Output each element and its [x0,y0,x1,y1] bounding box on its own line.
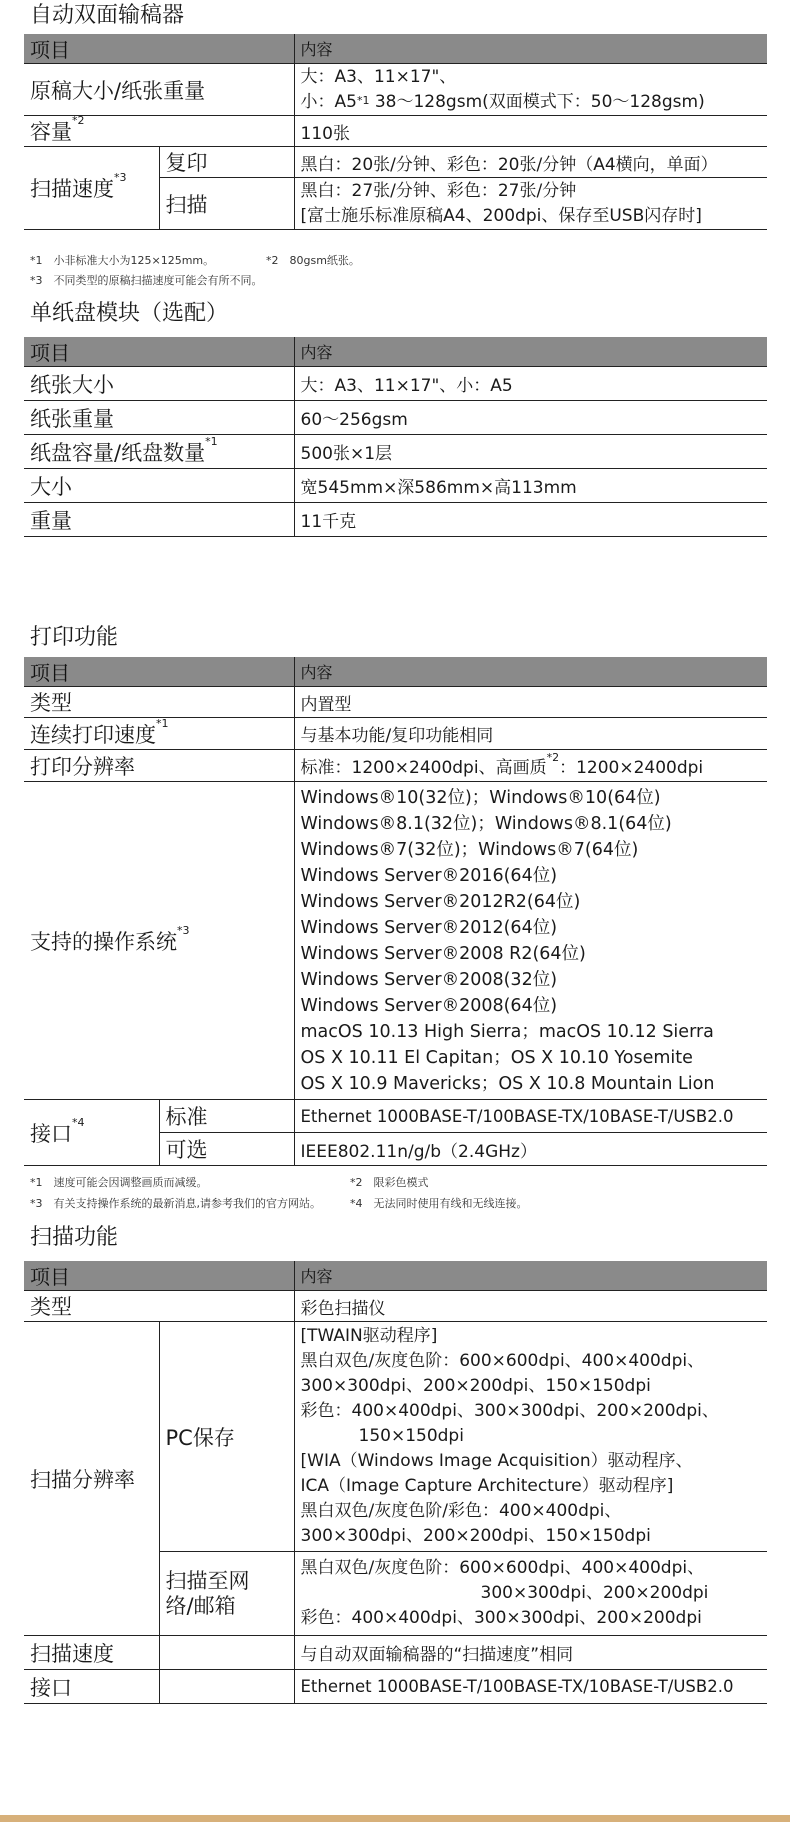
value-line: 黑白：27张/分钟、彩色：27张/分钟 [300,180,577,201]
list-item: Windows Server®2016(64位) [300,865,558,886]
row-value: 大：A3、11×17"、小：A5 [294,367,767,401]
header-content: 内容 [294,1261,767,1291]
bottom-bar [0,1815,790,1822]
adf-footnotes [30,252,760,292]
table-row [24,750,767,782]
footnote: *3 不同类型的原稿扫描速度可能会有所不同。 [30,274,263,287]
row-value: 与基本功能/复印功能相同 [294,718,767,750]
tray-table-header [24,337,767,367]
row-value: 内置型 [294,687,767,718]
table-row [24,503,767,537]
list-item: Windows®8.1(32位)；Windows®8.1(64位) [300,813,672,834]
value-line: 大：A3、11×17"、 [300,66,457,87]
list-item: Windows Server®2012R2(64位) [300,891,581,912]
row-value: IEEE802.11n/g/b（2.4GHz） [294,1133,767,1166]
footnote: *2 80gsm纸张。 [266,254,360,267]
sub-label: 扫描至网 络/邮箱 [159,1552,294,1636]
footnote: *2 限彩色模式 [350,1176,429,1189]
header-content: 内容 [294,337,767,367]
header-item: 项目 [24,337,294,367]
header-item: 项目 [24,1261,294,1291]
section-title-print: 打印功能 [30,625,119,650]
row-label: 连续打印速度$^{*1}$ [24,718,294,750]
print-table [24,657,767,1166]
table-row [24,687,767,718]
row-value: 与自动双面输稿器的“扫描速度”相同 [294,1636,767,1670]
empty-cell [159,1670,294,1704]
table-row [24,1670,767,1704]
list-item: macOS 10.13 High Sierra；macOS 10.12 Sierra [300,1021,714,1042]
header-content: 内容 [294,657,767,687]
pc-save-value [294,1322,767,1552]
row-label: 扫描分辨率 [24,1322,159,1636]
header-item: 项目 [24,657,294,687]
value-line: 300×300dpi、200×200dpi、150×150dpi [300,1526,651,1546]
scan-table-header [24,1261,767,1291]
row-label: 重量 [24,503,294,537]
value-line: [TWAIN驱动程序] [300,1326,438,1346]
row-label: 类型 [24,1291,294,1322]
table-row [24,116,767,147]
list-item: OS X 10.9 Mavericks；OS X 10.8 Mountain Lion [300,1073,715,1094]
section-title-tray: 单纸盘模块（选配） [30,301,229,326]
row-label: 类型 [24,687,294,718]
value-line: 300×300dpi、200×200dpi [480,1583,709,1603]
value-line: 150×150dpi [358,1426,464,1446]
row-label: 纸盘容量/纸盘数量$^{*1}$ [24,435,294,469]
value-line: 彩色：400×400dpi、300×300dpi、200×200dpi、 [300,1401,719,1421]
table-row [24,1636,767,1670]
value-line: 黑白双色/灰度色阶：600×600dpi、400×400dpi、 [300,1351,705,1371]
row-value: 彩色扫描仪 [294,1291,767,1322]
row-value: 60～256gsm [294,401,767,435]
print-table-header [24,657,767,687]
sub-label: 可选 [159,1133,294,1166]
adf-table [24,34,767,230]
print-footnotes [30,1174,760,1214]
table-row [24,1322,767,1552]
adf-table-header [24,34,767,64]
list-item: Windows Server®2012(64位) [300,917,558,938]
table-row [24,435,767,469]
row-label: 原稿大小/纸张重量 [24,64,294,116]
row-label: 接口 [24,1670,159,1704]
row-label: 接口$^{*4}$ [24,1100,159,1166]
row-value: 110张 [294,116,767,147]
row-value: Ethernet 1000BASE-T/100BASE-TX/10BASE-T/USB2.0 [294,1100,767,1133]
row-value: 标准：1200×2400dpi、高画质$^{*2}$：1200×2400dpi [294,750,767,782]
footnote: *1 小非标准大小为125×125mm。 [30,254,215,267]
value-line: 小：A5$^{*1}$ 38～128gsm(双面模式下：50～128gsm) [300,91,705,112]
footnote: *4 无法同时使用有线和无线连接。 [350,1197,528,1210]
scan-table [24,1261,767,1704]
row-label: 支持的操作系统$^{*3}$ [24,782,294,1100]
table-row [24,718,767,750]
list-item: Windows Server®2008 R2(64位) [300,943,586,964]
row-label: 纸张重量 [24,401,294,435]
footnote: *1 速度可能会因调整画质而减缓。 [30,1176,208,1189]
section-title-scan: 扫描功能 [30,1225,119,1250]
sub-label: 复印 [159,147,294,178]
table-row [24,1291,767,1322]
row-label: 纸张大小 [24,367,294,401]
list-item: OS X 10.11 El Capitan；OS X 10.10 Yosemite [300,1047,693,1068]
list-item: Windows®10(32位)；Windows®10(64位) [300,787,661,808]
row-label: 容量$^{*2}$ [24,116,294,147]
table-row [24,1100,767,1133]
list-item: Windows®7(32位)；Windows®7(64位) [300,839,639,860]
table-row [24,147,767,178]
row-label: 大小 [24,469,294,503]
row-label: 扫描速度 [24,1636,159,1670]
header-item: 项目 [24,34,294,64]
row-value: 黑白：20张/分钟、彩色：20张/分钟（A4横向，单面） [294,147,767,178]
table-row [24,401,767,435]
section-title-adf: 自动双面输稿器 [30,3,185,28]
sub-label: 扫描 [159,178,294,230]
row-value: 宽545mm×深586mm×高113mm [294,469,767,503]
value-line: 黑白双色/灰度色阶/彩色：400×400dpi、 [300,1501,622,1521]
value-line: ICA（Image Capture Architecture）驱动程序] [300,1476,674,1496]
table-row [24,64,767,116]
row-value [294,64,767,116]
value-line: [WIA（Windows Image Acquisition）驱动程序、 [300,1451,693,1471]
os-list [294,782,767,1100]
scan-to-network-value [294,1552,767,1636]
empty-cell [159,1636,294,1670]
footnote: *3 有关支持操作系统的最新消息,请参考我们的官方网站。 [30,1197,321,1210]
row-value: 11千克 [294,503,767,537]
list-item: Windows Server®2008(64位) [300,995,558,1016]
tray-table [24,337,767,537]
table-row [24,469,767,503]
row-label: 打印分辨率 [24,750,294,782]
row-value: Ethernet 1000BASE-T/100BASE-TX/10BASE-T/USB2.0 [294,1670,767,1704]
value-line: 彩色：400×400dpi、300×300dpi、200×200dpi [300,1608,702,1628]
list-item: Windows Server®2008(32位) [300,969,558,990]
row-value [294,178,767,230]
sub-label: PC保存 [159,1322,294,1552]
table-row [24,782,767,1100]
row-value: 500张×1层 [294,435,767,469]
row-label: 扫描速度$^{*3}$ [24,147,159,230]
table-row [24,367,767,401]
sub-label: 标准 [159,1100,294,1133]
value-line: 黑白双色/灰度色阶：600×600dpi、400×400dpi、 [300,1558,705,1578]
header-content: 内容 [294,34,767,64]
value-line: 300×300dpi、200×200dpi、150×150dpi [300,1376,651,1396]
value-line: [富士施乐标准原稿A4、200dpi、保存至USB闪存时] [300,205,702,226]
